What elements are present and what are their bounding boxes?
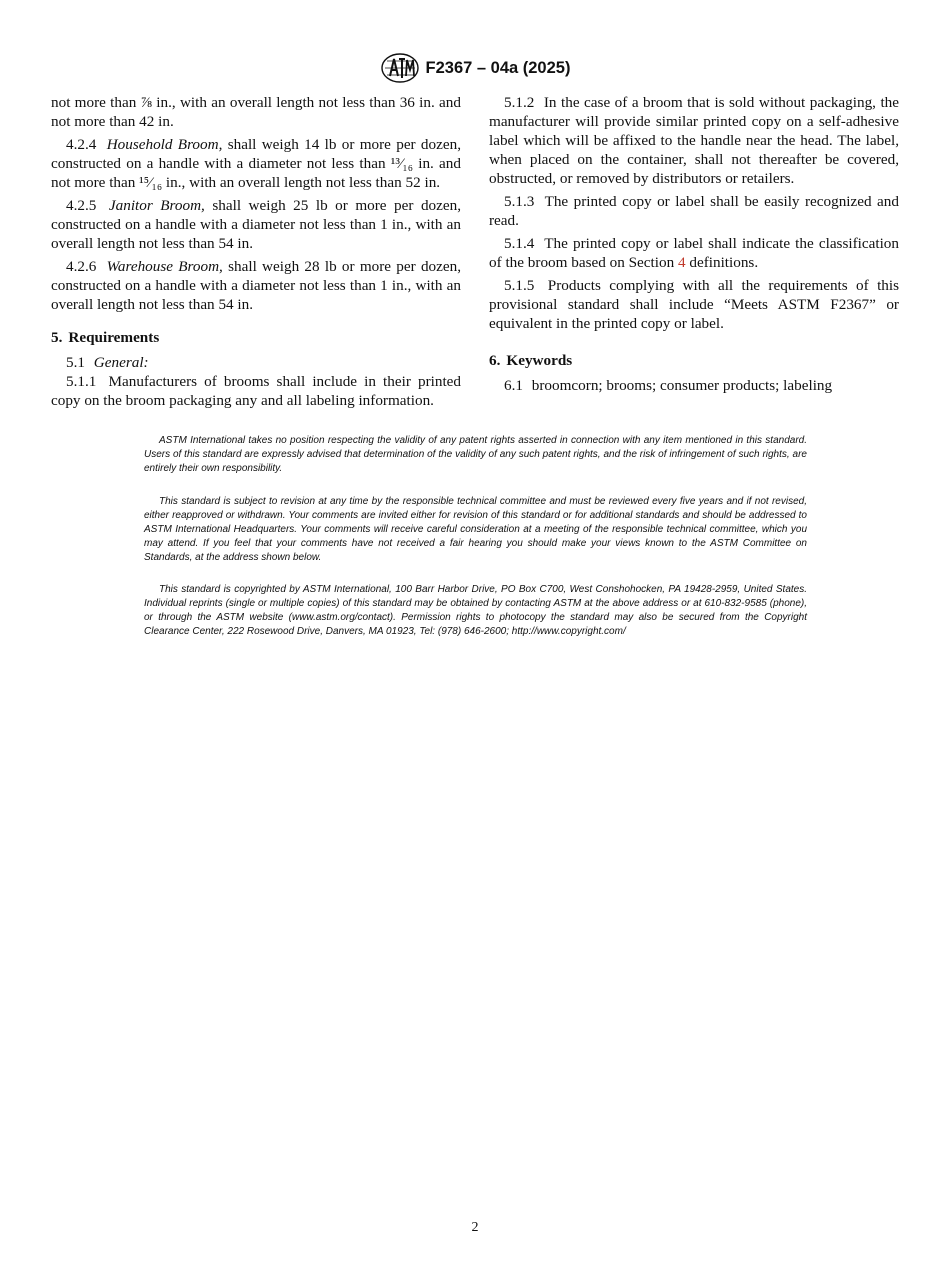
document-id: F2367 – 04a (2025) bbox=[425, 58, 571, 77]
paragraph-continuation: not more than ⅞ in., with an overall length not less than 36 in. and not more than 42 in. bbox=[51, 94, 461, 130]
clause-number: 4.2.4 bbox=[66, 136, 97, 153]
clause-text: shall weigh 14 lb or more per dozen, constructed on a handle with a diameter not less than ¹³⁄₁₆ in. and not more than ¹⁵⁄₁₆ in., with an overall length not less than 52 in. bbox=[51, 136, 461, 191]
paragraph-5-1-1 bbox=[51, 372, 461, 410]
clause-text: Products complying with all the requirements of this provisional standard shall include “Meets ASTM F2367” or equivalent in the printed copy or label. bbox=[489, 277, 900, 332]
copyright-notice: This standard is copyrighted by ASTM International, 100 Barr Harbor Drive, PO Box C700, West Conshohocken, PA 19428-2959, United States. Individual reprints (single or multiple copies) of this standard may be obtained by contacting ASTM at the above address or at 610-832-9585 (phone), or through the ASTM website (www.astm.org/contact). Permission rights to photocopy the standard may also be secured from the Copyright Clearance Center, 222 Rosewood Drive, Danvers, MA 01923, Tel: (978) 646-2600; http://www.copyright.com/ bbox=[144, 584, 807, 637]
clause-text: Manufacturers of brooms shall include in their printed copy on the broom packaging any and all labeling information. bbox=[51, 373, 461, 409]
defined-term: Household Broom, bbox=[106, 136, 223, 153]
clause-text: In the case of a broom that is sold without packaging, the manufacturer will provide similar printed copy on a self-adhesive label which will be affixed to the handle near the head. The label, when placed on the container, shall not thereafter be covered, obstructed, or removed by distributors or retailers. bbox=[489, 94, 900, 187]
page-header bbox=[0, 52, 950, 84]
paragraph-4-2-5 bbox=[51, 196, 461, 253]
clause-text-end: definitions. bbox=[689, 254, 759, 271]
paragraph-4-2-6 bbox=[51, 257, 461, 314]
defined-term: Janitor Broom, bbox=[108, 197, 205, 214]
clause-number: 5.1 bbox=[66, 354, 85, 371]
clause-number: 6.1 bbox=[504, 377, 523, 394]
paragraph-5-1-3 bbox=[489, 192, 899, 230]
clause-text: The printed copy or label shall be easily recognized and read. bbox=[489, 193, 899, 229]
clause-number: 4.2.6 bbox=[66, 258, 97, 275]
section-title: Requirements bbox=[68, 329, 160, 346]
clause-number: 5.1.4 bbox=[504, 235, 535, 252]
paragraph-5-1-4 bbox=[489, 234, 899, 272]
section-reference-link[interactable]: 4 bbox=[677, 254, 686, 271]
clause-number: 5.1.2 bbox=[504, 94, 535, 111]
clause-text: broomcorn; brooms; consumer products; labeling bbox=[531, 377, 833, 394]
patent-notice: ASTM International takes no position respecting the validity of any patent rights asserted in connection with any item mentioned in this standard. Users of this standard are expressly advised that determination of the validity of any such patent rights, and the risk of infringement of such rights, are entirely their own responsibility. bbox=[144, 435, 807, 474]
clause-text: The printed copy or label shall indicate the classification of the broom based on Section bbox=[489, 235, 899, 271]
astm-logo bbox=[380, 52, 420, 84]
left-column bbox=[51, 93, 461, 414]
section-heading-5 bbox=[51, 328, 461, 347]
paragraph-5-1-2 bbox=[489, 93, 899, 188]
defined-term: General: bbox=[93, 354, 149, 371]
paragraph-4-2-4 bbox=[51, 135, 461, 192]
paragraph-5-1 bbox=[51, 353, 461, 372]
clause-text: shall weigh 28 lb or more per dozen, constructed on a handle with a diameter not less than 1 in., with an overall length not less than 54 in. bbox=[51, 258, 462, 313]
right-column bbox=[489, 93, 899, 399]
paragraph-5-1-5 bbox=[489, 276, 899, 333]
section-title: Keywords bbox=[506, 352, 573, 369]
clause-number: 5.1.5 bbox=[504, 277, 535, 294]
section-number: 5. bbox=[51, 329, 63, 346]
clause-text: shall weigh 25 lb or more per dozen, constructed on a handle with a diameter not less than 1 in., with an overall length not less than 54 in. bbox=[51, 197, 462, 252]
revision-notice: This standard is subject to revision at any time by the responsible technical committee and must be reviewed every five years and if not revised, either reapproved or withdrawn. Your comments are invited either for revision of this standard or for additional standards and should be addressed to ASTM International Headquarters. Your comments will receive careful consideration at a meeting of the responsible technical committee, which you may attend. If you feel that your comments have not received a fair hearing you should make your views known to the ASTM Committee on Standards, at the address shown below. bbox=[144, 496, 807, 563]
page-number: 2 bbox=[471, 1220, 479, 1235]
paragraph-6-1 bbox=[489, 376, 899, 395]
clause-number: 4.2.5 bbox=[66, 197, 97, 214]
section-heading-6 bbox=[489, 351, 899, 370]
section-number: 6. bbox=[489, 352, 501, 369]
clause-number: 5.1.1 bbox=[66, 373, 97, 390]
clause-number: 5.1.3 bbox=[504, 193, 535, 210]
defined-term: Warehouse Broom, bbox=[106, 258, 223, 275]
